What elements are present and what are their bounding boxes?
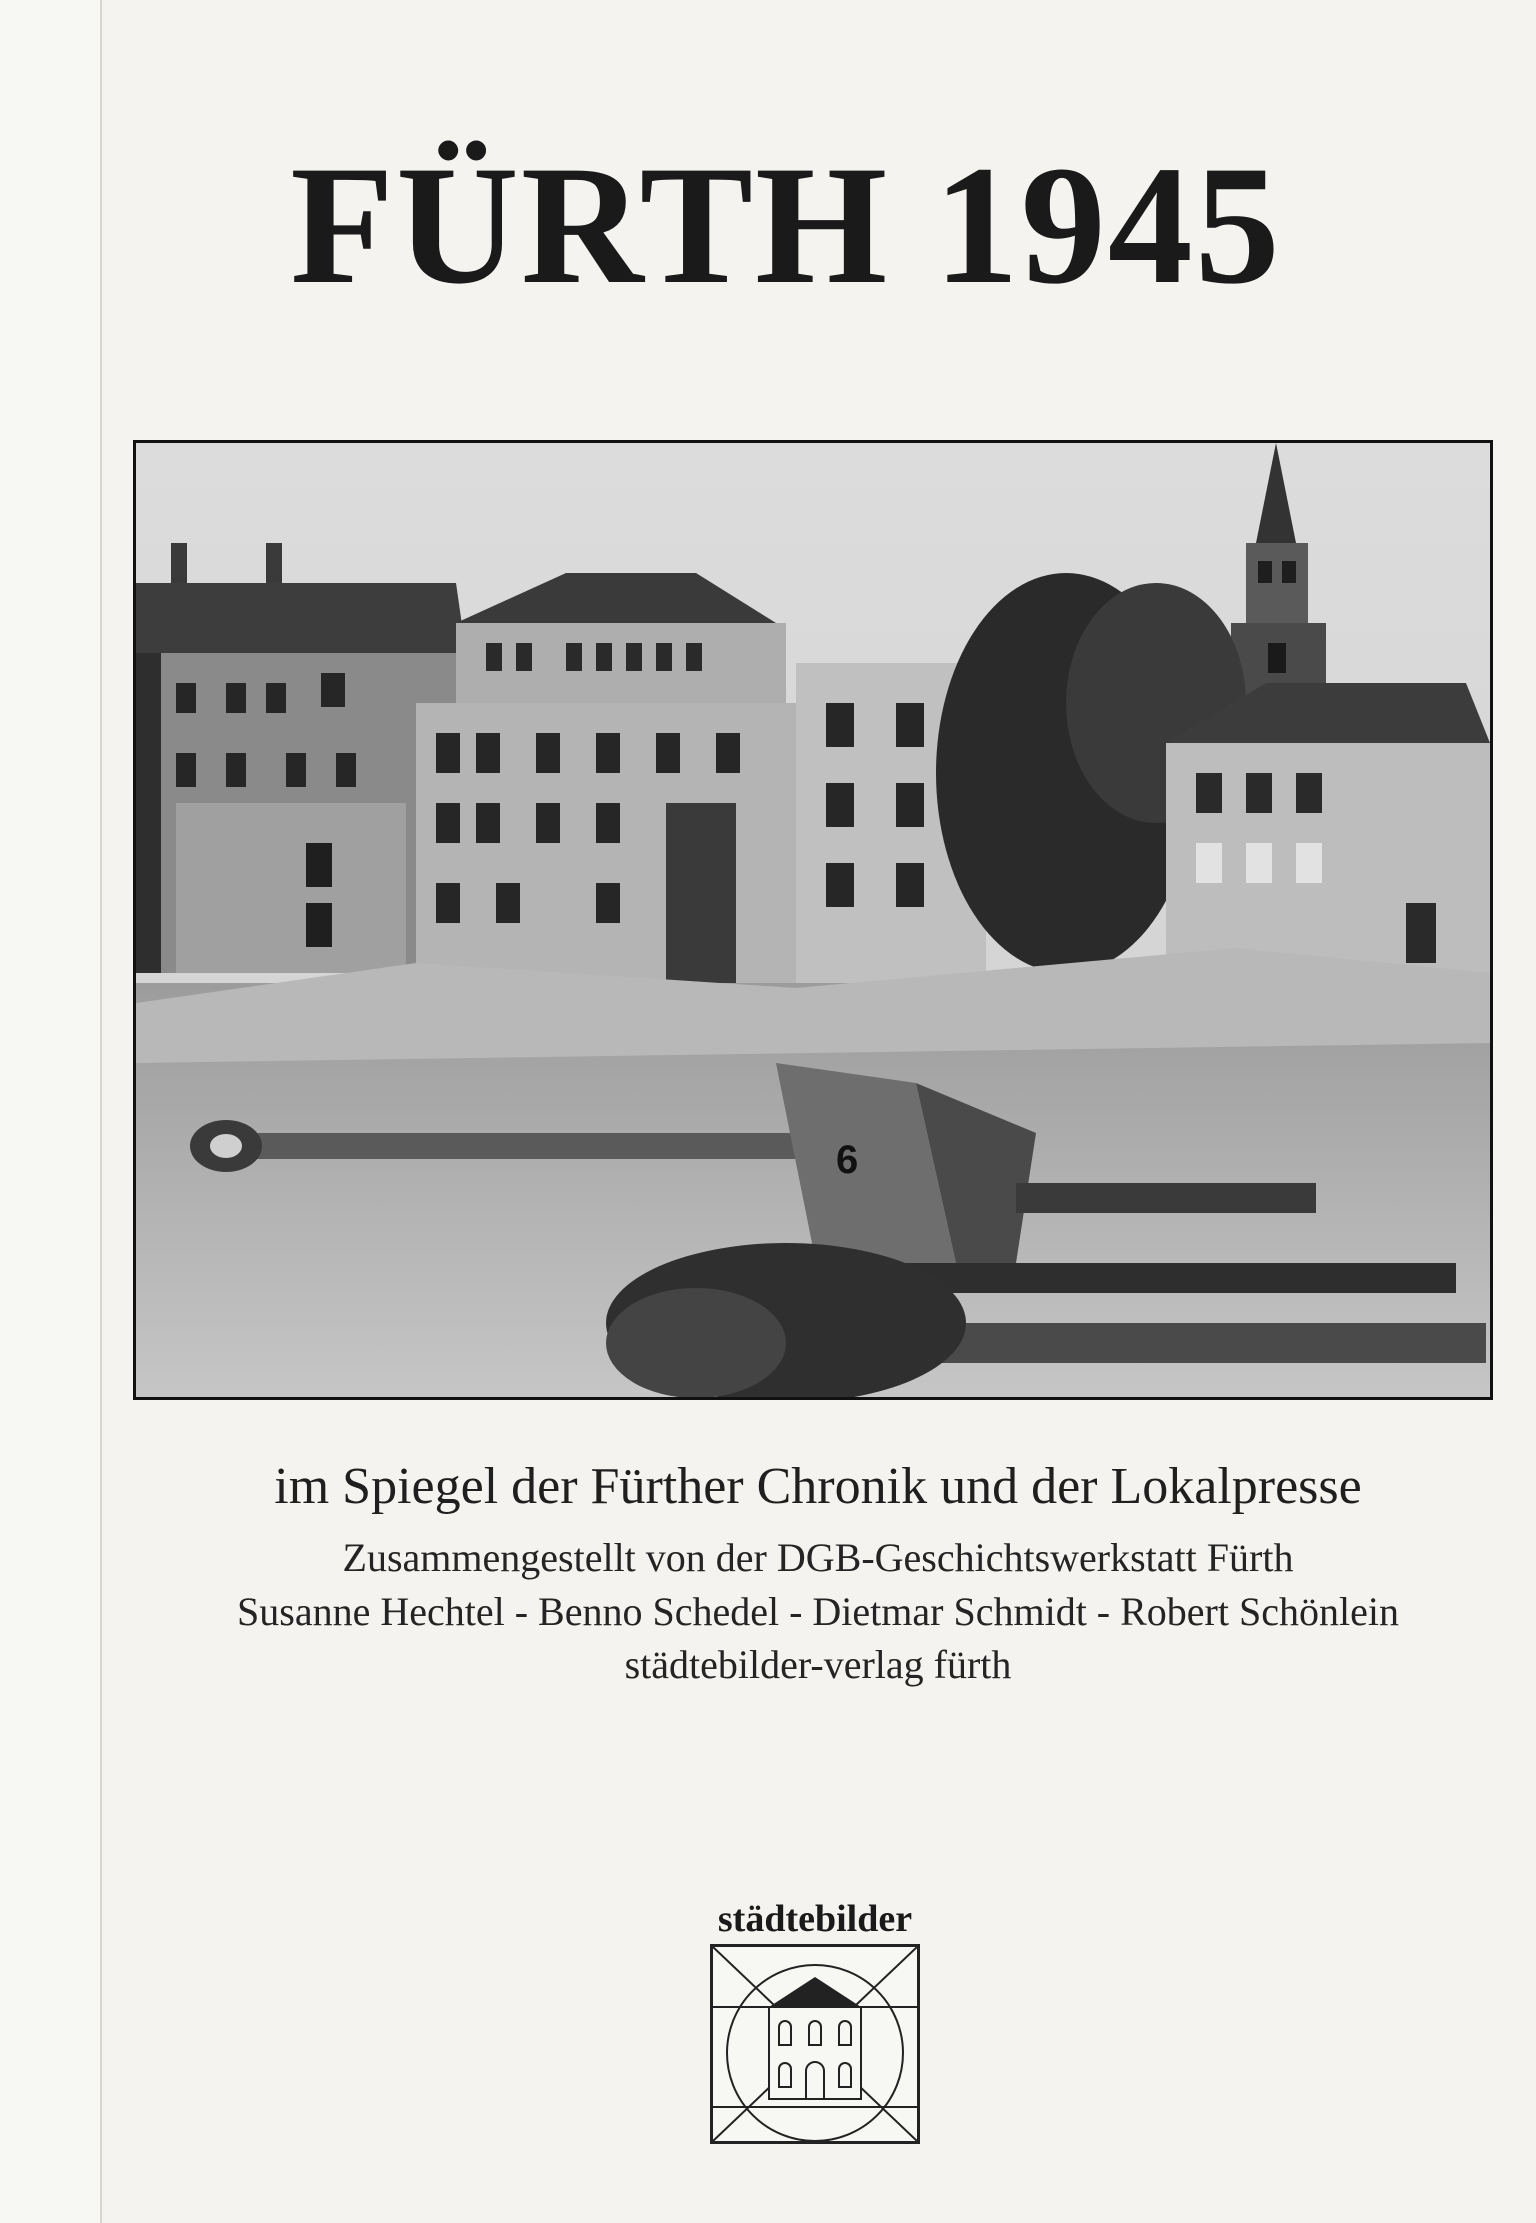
cover-edge-strip (0, 0, 100, 2223)
cover-photo-image (136, 443, 1490, 1397)
subtitle: im Spiegel der Fürther Chronik und der Lokalpresse (274, 1458, 1362, 1515)
publisher-line: städtebilder-verlag fürth (624, 1642, 1012, 1687)
publisher-logo-box (710, 1944, 920, 2144)
house-logo-icon (713, 1947, 917, 2141)
page-title: FÜRTH 1945 (290, 131, 1282, 319)
cover-spine-line (100, 0, 102, 2223)
authors-line: Susanne Hechtel - Benno Schedel - Dietmar Schmidt - Robert Schönlein (237, 1589, 1399, 1634)
publisher-logo-label: städtebilder (717, 1898, 913, 1940)
compiled-by-line: Zusammengestellt von der DGB-Geschichtswerkstatt Fürth (342, 1535, 1294, 1580)
publisher-logo (700, 1900, 930, 2200)
gun-marking-text: 6 (836, 1138, 859, 1182)
cover-photo (133, 440, 1493, 1400)
